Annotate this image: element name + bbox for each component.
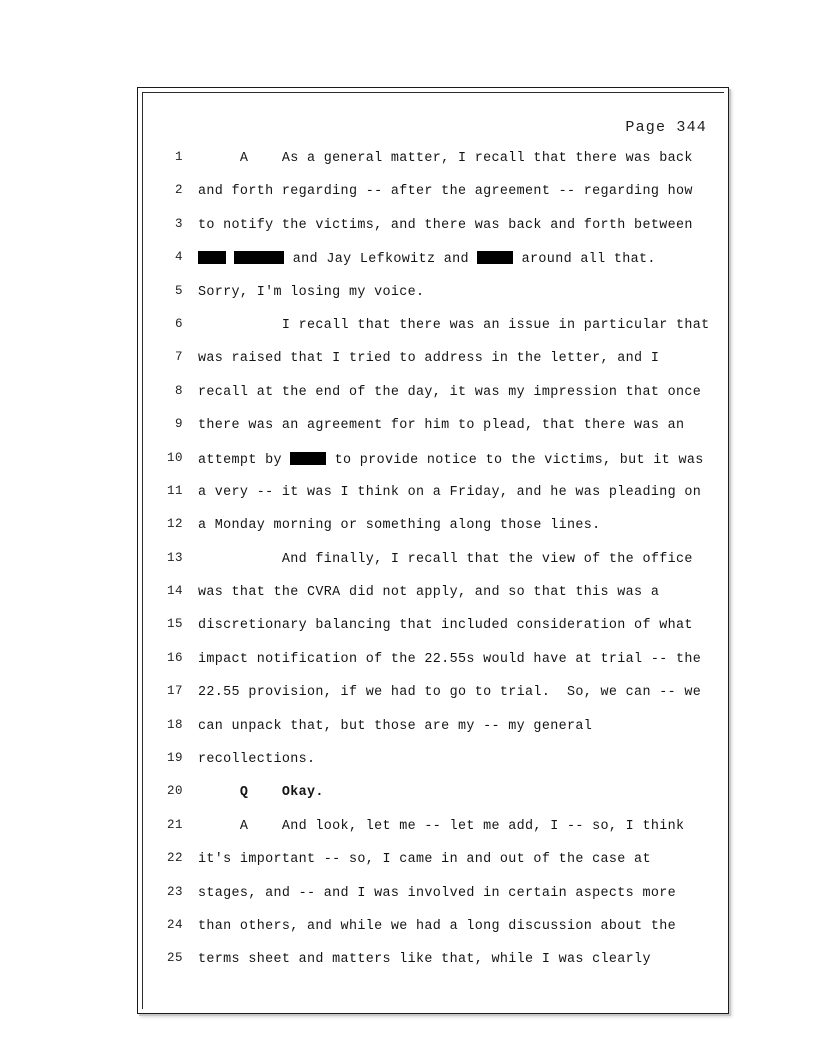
line-text: A As a general matter, I recall that there was back (198, 151, 693, 166)
line-number: 10 (166, 450, 183, 465)
line-text: there was an agreement for him to plead, that there was an (198, 418, 685, 434)
line-number: 19 (166, 751, 183, 766)
line-number: 9 (174, 417, 183, 432)
line-number: 16 (166, 650, 183, 665)
line-number: 17 (166, 684, 183, 699)
line-text: and forth regarding -- after the agreement -- regarding how (198, 184, 693, 200)
line-text: terms sheet and matters like that, while I was clearly (198, 952, 651, 968)
line-number: 23 (166, 884, 183, 899)
line-number: 14 (166, 584, 183, 599)
line-number: 11 (166, 483, 183, 498)
line-text: 22.55 provision, if we had to go to trial. So, we can -- we (198, 685, 702, 701)
line-text: Sorry, I'm losing my voice. (198, 284, 425, 300)
transcript-line (143, 679, 724, 712)
transcript-line (143, 846, 724, 879)
transcript-line (143, 880, 724, 913)
transcript-line (143, 245, 724, 278)
line-text: was raised that I tried to address in the letter, and I (198, 351, 660, 367)
transcript-page-border (142, 92, 724, 1009)
transcript-line (143, 512, 724, 545)
transcript-line (143, 212, 724, 245)
transcript-line (143, 178, 724, 211)
page-label: Page 344 (625, 119, 707, 136)
line-text: and Jay Lefkowitz and around all that. (198, 251, 720, 267)
redaction-bar (477, 251, 513, 264)
line-text: stages, and -- and I was involved in certain aspects more (198, 885, 676, 901)
line-number: 6 (174, 316, 183, 331)
line-text: And finally, I recall that the view of the office (198, 551, 693, 567)
line-number: 4 (174, 250, 183, 265)
line-number: 18 (166, 717, 183, 732)
line-number: 12 (166, 517, 183, 532)
transcript-line (143, 279, 724, 312)
transcript-line (143, 746, 724, 779)
transcript-line (143, 579, 724, 612)
line-text: Q Okay. (198, 785, 324, 801)
transcript-line (143, 412, 724, 445)
redaction-bar (234, 251, 284, 264)
line-text: a Monday morning or something along those lines. (198, 518, 601, 534)
line-text: it's important -- so, I came in and out of the case at (198, 852, 651, 868)
transcript-line (143, 713, 724, 746)
transcript-line (143, 379, 724, 412)
line-number: 22 (166, 851, 183, 866)
line-number: 1 (174, 150, 183, 164)
line-text: attempt by to provide notice to the victims, but it was (198, 452, 704, 468)
redaction-bar (198, 251, 226, 264)
transcript-line (143, 612, 724, 645)
line-number: 13 (166, 550, 183, 565)
line-text: recollections. (198, 752, 316, 768)
transcript-line (143, 345, 724, 378)
line-number: 5 (174, 283, 183, 298)
line-text: a very -- it was I think on a Friday, and he was pleading on (198, 484, 702, 500)
line-text: to notify the victims, and there was back and forth between (198, 217, 693, 233)
line-text: can unpack that, but those are my -- my general (198, 718, 593, 734)
redaction-bar (290, 452, 326, 465)
line-number: 24 (166, 917, 183, 932)
line-number: 7 (174, 350, 183, 365)
transcript-line (143, 145, 724, 178)
transcript-line (143, 446, 724, 479)
line-number: 8 (174, 383, 183, 398)
line-text: impact notification of the 22.55s would have at trial -- the (198, 651, 702, 667)
line-number: 21 (166, 817, 183, 832)
transcript-page-frame (137, 87, 729, 1014)
transcript-line (143, 312, 724, 345)
transcript-lines (143, 145, 724, 980)
transcript-line (143, 646, 724, 679)
transcript-line (143, 546, 724, 579)
transcript-line (143, 913, 724, 946)
line-number: 20 (166, 784, 183, 799)
line-text: was that the CVRA did not apply, and so that this was a (198, 585, 660, 601)
line-number: 2 (174, 183, 183, 198)
line-text: A And look, let me -- let me add, I -- so, I think (198, 818, 685, 834)
transcript-line (143, 946, 724, 979)
line-text: recall at the end of the day, it was my impression that once (198, 384, 702, 400)
line-number: 3 (174, 216, 183, 231)
line-text: discretionary balancing that included consideration of what (198, 618, 693, 634)
line-text: I recall that there was an issue in particular that (198, 317, 710, 333)
transcript-line (143, 779, 724, 812)
line-text: than others, and while we had a long discussion about the (198, 918, 676, 934)
transcript-line (143, 813, 724, 846)
transcript-line (143, 479, 724, 512)
line-number: 15 (166, 617, 183, 632)
line-number: 25 (166, 951, 183, 966)
